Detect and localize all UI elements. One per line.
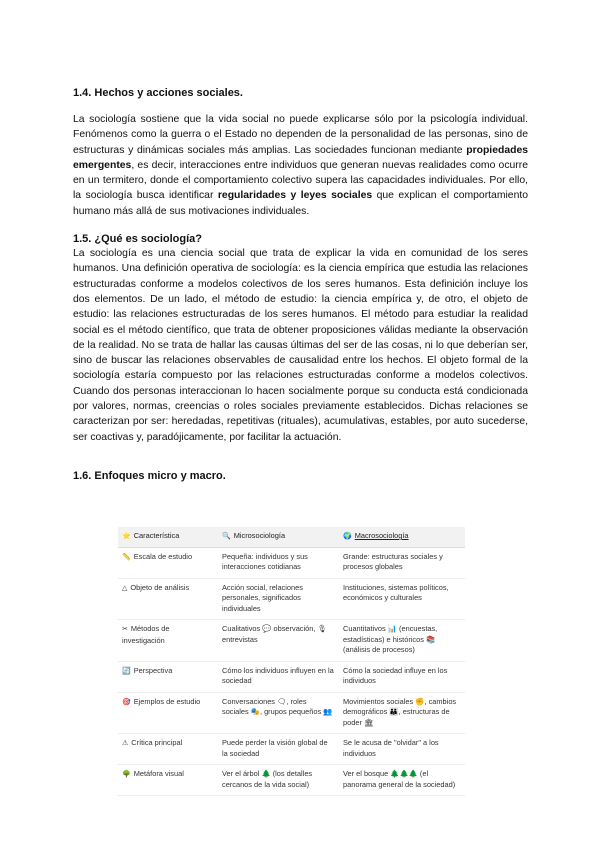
cell-characteristic — [118, 578, 218, 620]
cell-micro: Puede perder la visión global de la sociedad — [218, 734, 339, 765]
section-1-4-paragraph — [73, 112, 528, 219]
text-run: , es decir, interacciones entre individuos que generan nuevas realidades como ocurre en un termitero, donde el comportamiento colectivo supera las capacidades individuales. Por ello, la sociología busca identificar — [73, 159, 528, 202]
characteristic-label: Métodos de investigación — [122, 624, 170, 645]
cell-micro: Pequeña: individuos y sus interacciones cotidianas — [218, 547, 339, 578]
triangle-icon: △ — [122, 584, 128, 592]
characteristic-label: Metáfora visual — [133, 769, 184, 778]
section-heading-1-6: 1.6. Enfoques micro y macro. — [73, 469, 226, 482]
tree-icon: 🌳 — [122, 771, 131, 778]
cycle-icon: 🔄 — [122, 667, 131, 675]
section-heading-1-5: 1.5. ¿Qué es sociología? — [73, 233, 202, 246]
cell-macro: Cómo la sociedad influye en los individuos — [339, 661, 465, 692]
document-page — [73, 86, 528, 483]
cell-micro: Cualitativos 💬 observación, 🎙 entrevistas — [218, 620, 339, 662]
magnifier-icon: 🔍 — [222, 533, 231, 540]
text-run: que explican el comportamiento humano más allá de sus motivaciones individuales. — [73, 190, 529, 217]
cell-macro: Cuantitativos 📊 (encuestas, estadísticas) e históricos 📚 (análisis de procesos) — [339, 620, 465, 662]
header-characteristic: ⭐ Característica — [118, 527, 218, 547]
cell-characteristic — [118, 661, 218, 692]
characteristic-label: Ejemplos de estudio — [133, 696, 201, 706]
star-icon: ⭐ — [122, 533, 131, 540]
table-row — [118, 620, 465, 662]
cell-micro: Ver el árbol 🌲 (los detalles cercanos de la vida social) — [218, 765, 339, 796]
cell-macro: Instituciones, sistemas políticos, económicos y culturales — [339, 578, 465, 620]
header-macro: 🌍 Macrosociología — [339, 527, 465, 547]
table-body — [118, 547, 465, 796]
cell-macro: Se le acusa de "olvidar" a los individuos — [339, 734, 465, 765]
table-row — [118, 547, 465, 578]
characteristic-label: Objeto de análisis — [130, 582, 190, 592]
comparison-table-image — [118, 527, 465, 796]
text-run: La sociología sostiene que la vida social no puede explicarse sólo por la psicología individual. Fenómenos como la guerra o el Estado no dependen de la personalidad de las personas, sino de estructuras y dinámicas sociales más amplias. Las sociedades funcionan mediante — [73, 114, 528, 156]
target-icon: 🎯 — [122, 698, 131, 706]
cell-micro: Cómo los individuos influyen en la sociedad — [218, 661, 339, 692]
table-row — [118, 578, 465, 620]
bold-term-emergent-properties: propiedades emergentes — [73, 144, 528, 171]
micro-macro-table — [118, 527, 465, 796]
table-row — [118, 661, 465, 692]
section-heading-1-4: 1.4. Hechos y acciones sociales. — [73, 87, 243, 99]
globe-icon: 🌍 — [343, 533, 352, 540]
table-row — [118, 692, 465, 734]
table-header-row — [118, 527, 465, 547]
cell-macro: Grande: estructuras sociales y procesos globales — [339, 547, 465, 578]
cell-characteristic — [118, 547, 218, 578]
characteristic-label: Escala de estudio — [133, 551, 193, 561]
warning-icon: ⚠ — [122, 740, 129, 747]
cell-macro: Movimientos sociales ✊, cambios demográficos 👪, estructuras de poder 🏛 — [339, 692, 465, 734]
cell-characteristic — [118, 692, 218, 734]
bold-term-regularities: regularidades y leyes sociales — [217, 190, 373, 202]
characteristic-label: Perspectiva — [133, 665, 173, 675]
cell-macro: Ver el bosque 🌲🌲🌲 (el panorama general de la sociedad) — [339, 765, 465, 796]
tools-icon: ✂ — [122, 626, 128, 633]
cell-characteristic — [118, 765, 218, 796]
cell-micro: Acción social, relaciones personales, significados individuales — [218, 578, 339, 620]
section-1-5-paragraph: La sociología es una ciencia social que trata de explicar la vida en comunidad de los seres humanos. Una definición operativa de sociología: es la ciencia empírica que estudia las relaciones estructuradas conforme a modelos colectivos de los seres humanos. Esta definición incluye los dos elementos. De un lado, el método de estudio: la ciencia empírica y, de otro, el objeto de estudio: las relaciones estructuradas de los seres humanos. El método para estudiar la realidad social es el método científico, que trata de obtener proposiciones válidas mediante la observación de la realidad. No se trata de hallar las causas últimas del ser de las cosas, ni lo que deberían ser, sino de buscar las relaciones observables de causalidad entre los hechos. El objeto formal de la sociología estaría compuesto por las relaciones estructuradas conforme a modelos colectivos. Cuando dos personas interaccionan lo hacen socialmente porque su conducta está condicionada por valores, normas, creencias o roles sociales previamente establecidos. Dichas relaciones se caracterizan por ser: heredadas, repetitivas (rituales), acumulativas, estables, por auto sucederse, ser coactivas y, paradójicamente, por facilitar la actuación. — [73, 248, 528, 443]
cell-characteristic — [118, 620, 218, 662]
cell-micro: Conversaciones 🗨, roles sociales 🎭, grupos pequeños 👥 — [218, 692, 339, 734]
cell-characteristic — [118, 734, 218, 765]
table-row — [118, 734, 465, 765]
table-row — [118, 765, 465, 796]
characteristic-label: Crítica principal — [131, 738, 183, 747]
ruler-icon: 📏 — [122, 553, 131, 561]
header-micro: 🔍 Microsociología — [218, 527, 339, 547]
